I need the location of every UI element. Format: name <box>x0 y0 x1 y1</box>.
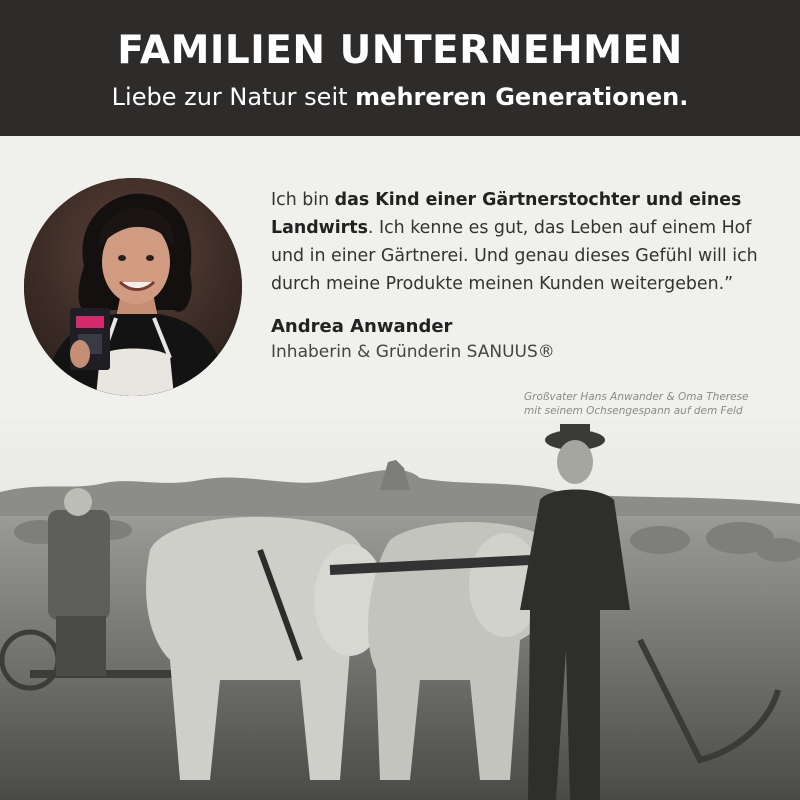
quote-bold: das Kind einer Gärtnerstochter und eines Landwirts <box>271 190 742 238</box>
caption-line-1: Großvater Hans Anwander & Oma Therese <box>524 391 749 403</box>
caption-line-2: mit seinem Ochsengespann auf dem Feld <box>524 405 743 417</box>
author-role: Inhaberin & Gründerin SANUUS® <box>271 342 555 362</box>
author-name: Andrea Anwander <box>271 316 453 337</box>
founder-portrait <box>24 178 242 396</box>
historic-photo-illustration <box>0 420 800 800</box>
founder-quote <box>271 186 771 298</box>
subtitle-bold: mehreren Generationen. <box>355 83 689 111</box>
quote-part2: . Ich kenne es gut, das Leben auf einem Hof und in einer Gärtnerei. Und genau dieses Gefühl will ich durch meine Produkte meinen Kunden weitergeben.” <box>271 218 758 294</box>
quote-part1: Ich bin <box>271 190 335 210</box>
subtitle-plain: Liebe zur Natur seit <box>111 83 356 111</box>
historic-photo <box>0 420 800 800</box>
header-banner <box>0 0 800 136</box>
page-subtitle <box>0 81 800 113</box>
portrait-illustration <box>24 178 242 396</box>
page-title: FAMILIEN UNTERNEHMEN <box>117 28 683 73</box>
